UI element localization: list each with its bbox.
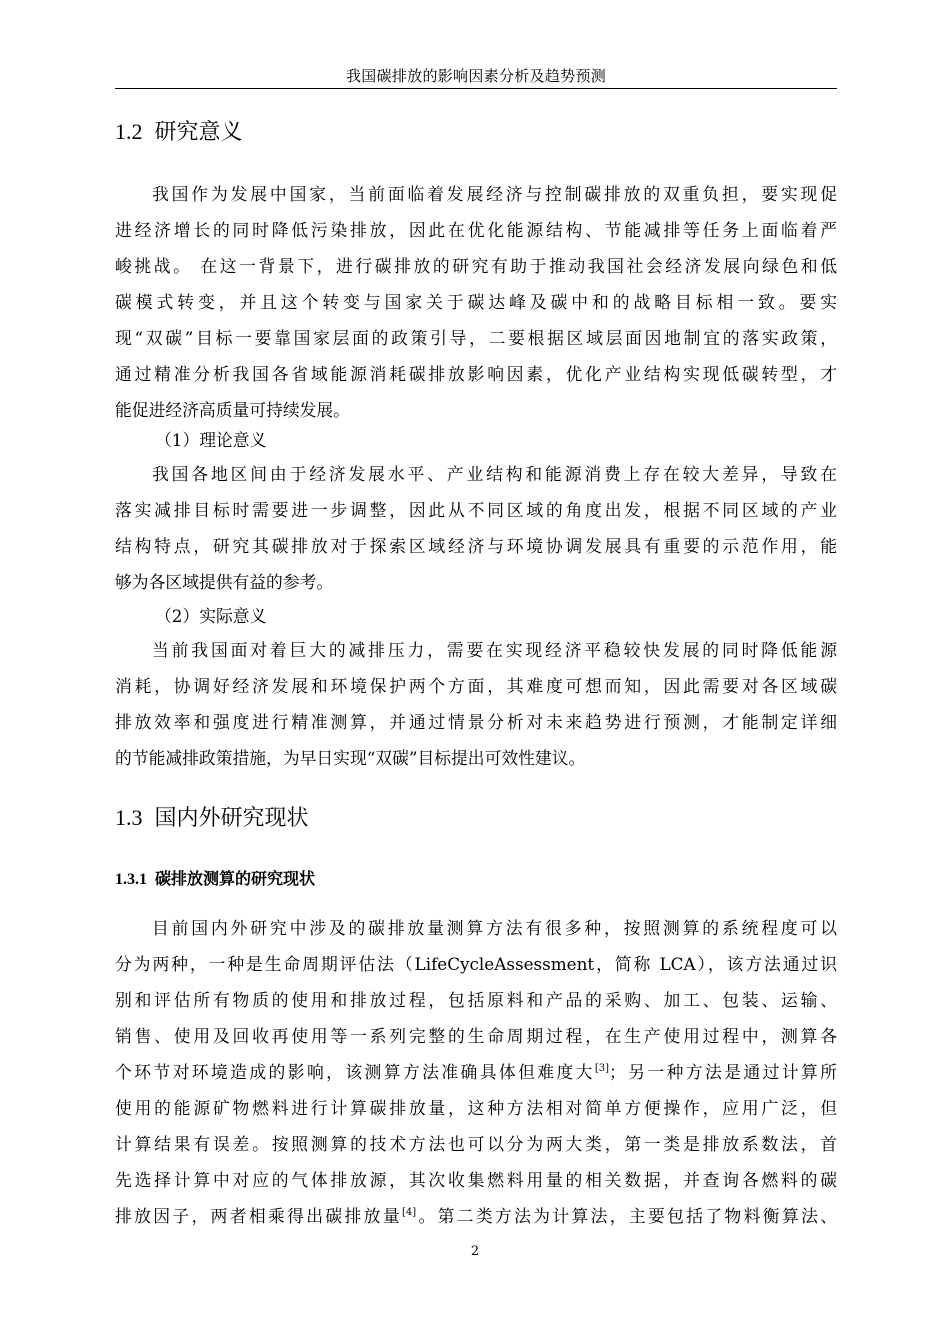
paragraph-line bbox=[115, 1054, 837, 1090]
section-number: 1.3 bbox=[115, 805, 143, 830]
paragraph-line: 我国作为发展中国家，当前面临着发展经济与控制碳排放的双重负担，要实现促 bbox=[152, 184, 837, 204]
paragraph-line: 峻挑战。 在这一背景下，进行碳排放的研究有助于推动我国社会经济发展向绿色和低 bbox=[115, 256, 837, 276]
text-run: 个环节对环境造成的影响，该测算方法准确具体但难度大 bbox=[115, 1062, 595, 1082]
citation-ref: [4] bbox=[401, 1207, 417, 1218]
subsection-number: 1.3.1 bbox=[115, 871, 147, 888]
paragraph-line: 排放效率和强度进行精准测算，并通过情景分析对未来趋势进行预测，才能制定详细 bbox=[115, 712, 837, 732]
section-heading-1-2 bbox=[115, 118, 243, 147]
subheading-practice: （2）实际意义 bbox=[155, 606, 267, 626]
paragraph-line: 我国各地区间由于经济发展水平、产业结构和能源消费上存在较大差异，导致在 bbox=[152, 464, 837, 484]
paragraph-line: 消耗，协调好经济发展和环境保护两个方面，其难度可想而知，因此需要对各区域碳 bbox=[115, 676, 837, 696]
paragraph-line: 销售、使用及回收再使用等一系列完整的生命周期过程，在生产使用过程中，测算各 bbox=[115, 1026, 837, 1046]
subsection-title: 碳排放测算的研究现状 bbox=[155, 869, 316, 888]
paragraph-line: 碳模式转变，并且这个转变与国家关于碳达峰及碳中和的战略目标相一致。要实 bbox=[115, 292, 837, 312]
subsection-heading-1-3-1 bbox=[115, 868, 315, 891]
page-number: 2 bbox=[470, 1244, 480, 1259]
paragraph-line bbox=[115, 1198, 837, 1234]
paragraph-line: 分为两种，一种是生命周期评估法（LifeCycleAssessment，简称 LCA），该方法通过识 bbox=[115, 954, 837, 974]
paragraph-line: 进经济增长的同时降低污染排放，因此在优化能源结构、节能减排等任务上面临着严 bbox=[115, 220, 837, 240]
paragraph-line: 的节能减排政策措施，为早日实现“双碳”目标提出可效性建议。 bbox=[115, 748, 586, 768]
paragraph-line: 使用的能源矿物燃料进行计算碳排放量，这种方法相对简单方便操作，应用广泛，但 bbox=[115, 1098, 837, 1118]
text-run: ；另一种方法是通过计算所 bbox=[609, 1062, 837, 1082]
section-title: 国内外研究现状 bbox=[154, 806, 309, 831]
citation-ref: [3] bbox=[594, 1063, 610, 1074]
paragraph-line: 结构特点，研究其碳排放对于探索区域经济与环境协调发展具有重要的示范作用，能 bbox=[115, 536, 837, 556]
section-heading-1-3 bbox=[115, 804, 309, 833]
paragraph-line: 够为各区域提供有益的参考。 bbox=[115, 572, 334, 592]
header-rule bbox=[115, 88, 837, 89]
paragraph-line: 先选择计算中对应的气体排放源，其次收集燃料用量的相关数据，并查询各燃料的碳 bbox=[115, 1170, 837, 1190]
paragraph-line: 落实减排目标时需要进一步调整，因此从不同区域的角度出发，根据不同区域的产业 bbox=[115, 500, 837, 520]
section-number: 1.2 bbox=[115, 119, 143, 144]
paragraph-line: 别和评估所有物质的使用和排放过程，包括原料和产品的采购、加工、包装、运输、 bbox=[115, 990, 837, 1010]
text-run: 排放因子，两者相乘得出碳排放量 bbox=[115, 1206, 402, 1226]
running-header: 我国碳排放的影响因素分析及趋势预测 bbox=[345, 67, 607, 85]
paragraph-line: 目前国内外研究中涉及的碳排放量测算方法有很多种，按照测算的系统程度可以 bbox=[152, 918, 837, 938]
paragraph-line: 能促进经济高质量可持续发展。 bbox=[115, 400, 350, 420]
paragraph-line: 通过精准分析我国各省域能源消耗碳排放影响因素，优化产业结构实现低碳转型，才 bbox=[115, 364, 837, 384]
subheading-theory: （1）理论意义 bbox=[155, 430, 267, 450]
text-run: 。第二类方法为计算法，主要包括了物料衡算法、 bbox=[416, 1206, 837, 1226]
paragraph-line: 计算结果有误差。按照测算的技术方法也可以分为两大类，第一类是排放系数法，首 bbox=[115, 1134, 837, 1154]
paragraph-line: 当前我国面对着巨大的减排压力，需要在实现经济平稳较快发展的同时降低能源 bbox=[152, 640, 837, 660]
paragraph-line: 现“双碳”目标一要靠国家层面的政策引导，二要根据区域层面因地制宜的落实政策， bbox=[115, 328, 837, 348]
section-title: 研究意义 bbox=[154, 120, 243, 145]
